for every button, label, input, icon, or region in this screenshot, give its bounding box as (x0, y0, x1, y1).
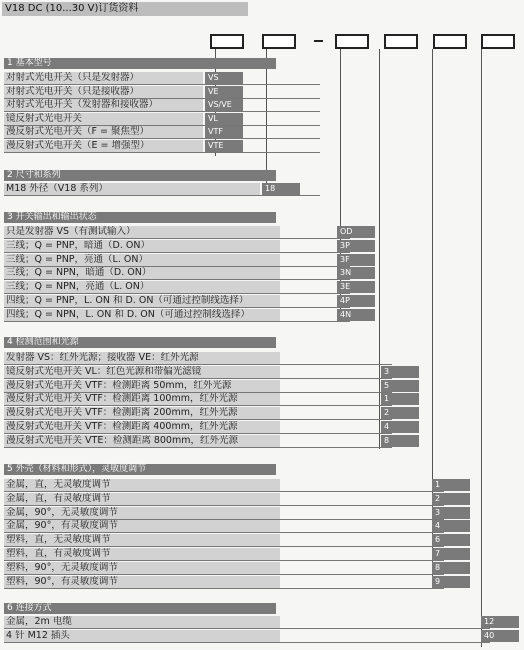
code-box-1 (210, 34, 244, 49)
option-code: OD (337, 226, 375, 238)
connector-4 (379, 49, 380, 449)
option-row: 对射式光电开关（只是接收器） (4, 86, 203, 99)
option-code: 3E (337, 281, 375, 293)
option-row: 三线；Q = PNP，暗通（D. ON） (4, 240, 280, 253)
option-row: 对射式光电开关（只是发射器） (4, 72, 203, 85)
option-row: 金属，90°，有灵敏度调节 (4, 520, 280, 533)
option-row: 漫反射式光电开关 VTF：检测距离 100mm，红外光源 (4, 393, 280, 406)
option-code: VS (205, 72, 243, 84)
section-header: 3 开关输出和输出状态 (4, 212, 276, 223)
option-row: 塑料，直，有灵敏度调节 (4, 548, 280, 561)
option-row: 塑料，90°，无灵敏度调节 (4, 562, 280, 575)
code-box-2 (262, 34, 296, 49)
option-row: 4 针 M12 插头 (4, 630, 280, 643)
option-code: 12 (481, 616, 519, 628)
option-code: VL (205, 113, 243, 125)
option-row: 镜反射式光电开关 VL：红色光源和带偏光滤镜 (4, 366, 280, 379)
option-row: 三线；Q = NPN，亮通（L. ON） (4, 281, 280, 294)
option-code: VTF (205, 126, 243, 138)
option-row: 漫反射式光电开关 VTF：检测距离 50mm，红外光源 (4, 380, 280, 393)
option-code: 1 (381, 393, 419, 405)
option-code: 4N (337, 309, 375, 321)
row-underline (4, 588, 444, 589)
option-code: 40 (481, 630, 519, 642)
row-underline (4, 447, 392, 448)
option-row: 金属，2m 电缆 (4, 616, 280, 629)
option-row: 镜反射式光电开关 (4, 113, 203, 126)
option-code: VTE (205, 140, 243, 152)
option-row: 四线；Q = PNP，L. ON 和 D. ON（可通过控制线选择） (4, 295, 280, 308)
option-code: 2 (432, 493, 470, 505)
option-row: 三线；Q = NPN，暗通（D. ON） (4, 267, 280, 280)
option-code: 4P (337, 295, 375, 307)
option-row: 发射器 VS：红外光源；接收器 VE：红外光源 (4, 352, 280, 365)
option-code: 3P (337, 240, 375, 252)
option-row: 只是发射器 VS（有测试输入） (4, 226, 280, 239)
option-row: 漫反射式光电开关 VTE：检测距离 800mm，红外光源 (4, 435, 280, 448)
option-row: 漫反射式光电开关（F = 聚焦型） (4, 126, 203, 139)
option-code: 2 (381, 407, 419, 419)
option-code: VS/VE (205, 99, 243, 111)
option-row: 三线；Q = PNP，亮通（L. ON） (4, 254, 280, 267)
code-separator (314, 40, 323, 42)
option-code: 1 (432, 479, 470, 491)
section-header: 5 外壳（材料和形式），灵敏度调节 (4, 464, 276, 475)
row-underline (4, 628, 490, 629)
row-underline (4, 642, 490, 643)
option-code: 3N (337, 267, 375, 279)
row-underline (4, 195, 320, 196)
row-underline (4, 321, 350, 322)
option-row: 漫反射式光电开关 VTF：检测距离 400mm，红外光源 (4, 421, 280, 434)
option-code: 6 (432, 534, 470, 546)
option-code: 18 (262, 183, 300, 195)
code-box-4 (384, 34, 418, 49)
option-code: 5 (381, 380, 419, 392)
option-row: 金属，直，无灵敏度调节 (4, 479, 280, 492)
option-code: 7 (432, 548, 470, 560)
section-header: 1 基本型号 (4, 58, 276, 69)
option-row: 金属，直，有灵敏度调节 (4, 493, 280, 506)
option-code: 3 (432, 507, 470, 519)
option-code: 4 (432, 520, 470, 532)
section-header: 2 尺寸和系列 (4, 170, 276, 181)
code-box-3 (335, 34, 369, 49)
section-header: 4 检测范围和光源 (4, 337, 276, 348)
option-row: 塑料，90°，有灵敏度调节 (4, 576, 280, 589)
connector-6 (481, 49, 482, 647)
option-code: VE (205, 86, 243, 98)
section-header: 6 连接方式 (4, 603, 276, 614)
option-row: 对射式光电开关（发射器和接收器） (4, 99, 203, 112)
option-code: 8 (381, 435, 419, 447)
row-underline (4, 152, 320, 153)
option-code: 4 (381, 421, 419, 433)
code-box-6 (481, 34, 515, 49)
option-row: 四线；Q = NPN，L. ON 和 D. ON（可通过控制线选择） (4, 309, 280, 322)
option-row: 塑料，直，无灵敏度调节 (4, 534, 280, 547)
option-code: 3F (337, 254, 375, 266)
option-code: 8 (432, 562, 470, 574)
option-row: M18 外径（V18 系列） (4, 183, 260, 196)
document-title: V18 DC (10...30 V)订货资料 (2, 2, 248, 16)
option-row: 金属，90°，无灵敏度调节 (4, 507, 280, 520)
option-row: 漫反射式光电开关 VTF：检测距离 200mm，红外光源 (4, 407, 280, 420)
option-code: 9 (432, 576, 470, 588)
code-box-5 (433, 34, 467, 49)
option-row: 漫反射式光电开关（E = 增强型） (4, 140, 203, 153)
option-code: 3 (381, 366, 419, 378)
